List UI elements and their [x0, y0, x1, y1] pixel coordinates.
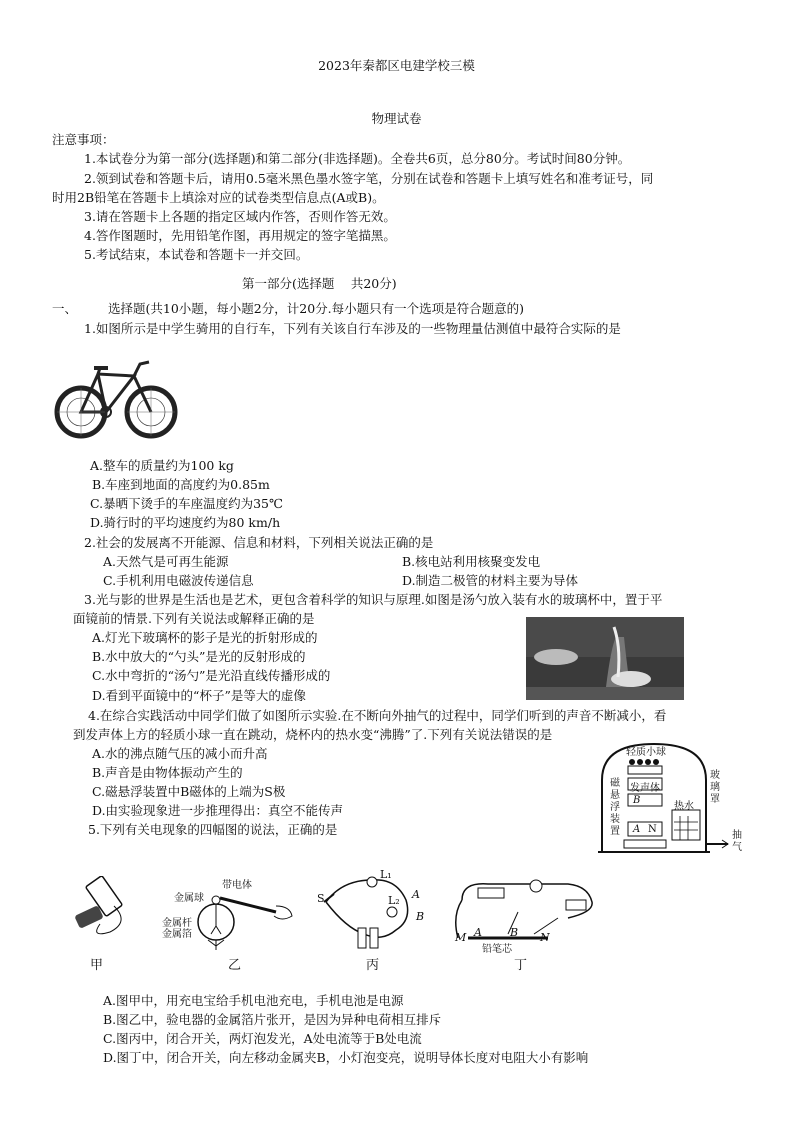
glass-cover-label: 玻 璃 罩	[710, 770, 720, 805]
subject-title: 物理试卷	[371, 111, 422, 126]
notice-item: 3.请在答题卡上各题的指定区域内作答，否则作答无效。	[84, 209, 396, 224]
fig-ding-label: 丁	[514, 958, 528, 973]
part1-title: 第一部分(选择题 共20分)	[242, 276, 397, 291]
q1-option-b: B.车座到地面的高度约为0.85m	[92, 477, 270, 492]
fig-jia-label: 甲	[90, 958, 104, 973]
q5-option-c: C.图丙中，闭合开关，两灯泡发光，A处电流等于B处电流	[103, 1031, 422, 1046]
bicycle-image	[54, 342, 178, 452]
q5-stem: 5.下列有关电现象的四幅图的说法，正确的是	[88, 822, 338, 837]
lamp-l1-label: L₁	[380, 868, 392, 881]
notice-item: 4.答作图题时，先用铅笔作图，再用规定的签字笔描黑。	[84, 228, 396, 243]
q4-stem: 到发声体上方的轻质小球一直在跳动，烧杯内的热水变“沸腾”了.下列有关说法错误的是	[73, 727, 553, 742]
q2-option-a: A.天然气是可再生能源	[103, 554, 229, 569]
switch-s-label: S	[317, 892, 325, 905]
maglev-label: 磁 悬 浮 装 置	[610, 778, 620, 837]
q4-stem: 4.在综合实践活动中同学们做了如图所示实验.在不断向外抽气的过程中，同学们听到的声音不断减小，看	[88, 708, 667, 723]
exam-title: 2023年秦都区电建学校三模	[318, 58, 475, 73]
point-b-label-ding: B	[510, 926, 519, 939]
ball-label: 轻质小球	[626, 747, 666, 758]
q2-option-d: D.制造二极管的材料主要为导体	[402, 573, 579, 588]
metal-foil-label: 金属箔	[162, 929, 192, 940]
section-desc: 选择题(共10小题，每小题2分，计20分.每小题只有一个选项是符合题意的)	[108, 301, 524, 316]
electric-figures	[70, 868, 610, 974]
q1-option-a: A.整车的质量约为100 kg	[90, 458, 234, 473]
q3-stem: 3.光与影的世界是生活也是艺术，更包含着科学的知识与原理.如图是汤勺放入装有水的玻璃杯中，置于平	[84, 592, 663, 607]
charged-body-label: 带电体	[222, 880, 252, 891]
lamp-l2-label: L₂	[388, 894, 400, 907]
notice-item: 1.本试卷分为第一部分(选择题)和第二部分(非选择题)。全卷共6页，总分80分。考试时间80分钟。	[84, 151, 631, 166]
q5-option-b: B.图乙中，验电器的金属箔片张开，是因为异种电荷相互排斥	[103, 1012, 442, 1027]
q2-option-c: C.手机利用电磁波传递信息	[103, 573, 254, 588]
hot-water-label: 热水	[674, 801, 694, 812]
notice-item: 5.考试结束，本试卷和答题卡一并交回。	[84, 247, 309, 262]
magnet-a-label: A	[633, 824, 641, 835]
point-m-label: M	[455, 931, 467, 944]
q4-option-b: B.声音是由物体振动产生的	[92, 765, 243, 780]
metal-rod-label: 金属杆	[162, 918, 192, 929]
point-a-label: A	[412, 888, 420, 901]
notice-heading: 注意事项：	[52, 132, 115, 147]
q3-option-b: B.水中放大的“勺头”是光的反射形成的	[92, 649, 306, 664]
q1-stem: 1.如图所示是中学生骑用的自行车，下列有关该自行车涉及的一些物理量估测值中最符合实际的是	[84, 321, 621, 336]
q3-option-a: A.灯光下玻璃杯的影子是光的折射形成的	[92, 630, 318, 645]
fig-bing-label: 丙	[366, 958, 380, 973]
q3-option-d: D.看到平面镜中的“杯子”是等大的虚像	[92, 688, 306, 703]
q2-option-b: B.核电站利用核聚变发电	[402, 554, 541, 569]
pencil-core-label: 铅笔芯	[482, 944, 512, 955]
q3-stem: 面镜前的情景.下列有关说法或解释正确的是	[73, 611, 315, 626]
magnet-n-label: N	[648, 824, 657, 835]
section-label: 一、	[52, 301, 78, 316]
fig-yi-label: 乙	[228, 958, 242, 973]
q1-option-c: C.暴晒下烫手的车座温度约为35℃	[90, 496, 283, 511]
q4-option-a: A.水的沸点随气压的减小而升高	[92, 746, 268, 761]
notice-item: 时用2B铅笔在答题卡上填涂对应的试卷类型信息点(A或B)。	[52, 190, 385, 205]
pump-label: 抽 气	[732, 830, 742, 853]
q3-option-c: C.水中弯折的“汤勺”是光沿直线传播形成的	[92, 668, 331, 683]
q4-option-c: C.磁悬浮装置中B磁体的上端为S极	[92, 784, 286, 799]
bell-jar-figure	[598, 740, 748, 858]
q2-stem: 2.社会的发展离不开能源、信息和材料，下列相关说法正确的是	[84, 535, 434, 550]
spoon-glass-photo	[526, 617, 684, 700]
notice-item: 2.领到试卷和答题卡后，请用0.5毫米黑色墨水签字笔，分别在试卷和答题卡上填写姓名和准考证号，同	[84, 171, 654, 186]
q5-option-a: A.图甲中，用充电宝给手机电池充电，手机电池是电源	[103, 993, 404, 1008]
metal-ball-label: 金属球	[174, 893, 204, 904]
q5-option-d: D.图丁中，闭合开关，向左移动金属夹B，小灯泡变亮，说明导体长度对电阻大小有影响	[103, 1050, 589, 1065]
point-n-label: N	[540, 931, 550, 944]
sound-body-label: 发声体	[630, 783, 660, 794]
q4-option-d: D.由实验现象进一步推理得出：真空不能传声	[92, 803, 344, 818]
point-b-label: B	[416, 910, 425, 923]
point-a-label-ding: A	[474, 926, 482, 939]
q1-option-d: D.骑行时的平均速度约为80 km/h	[90, 515, 281, 530]
magnet-b-label: B	[633, 795, 641, 806]
